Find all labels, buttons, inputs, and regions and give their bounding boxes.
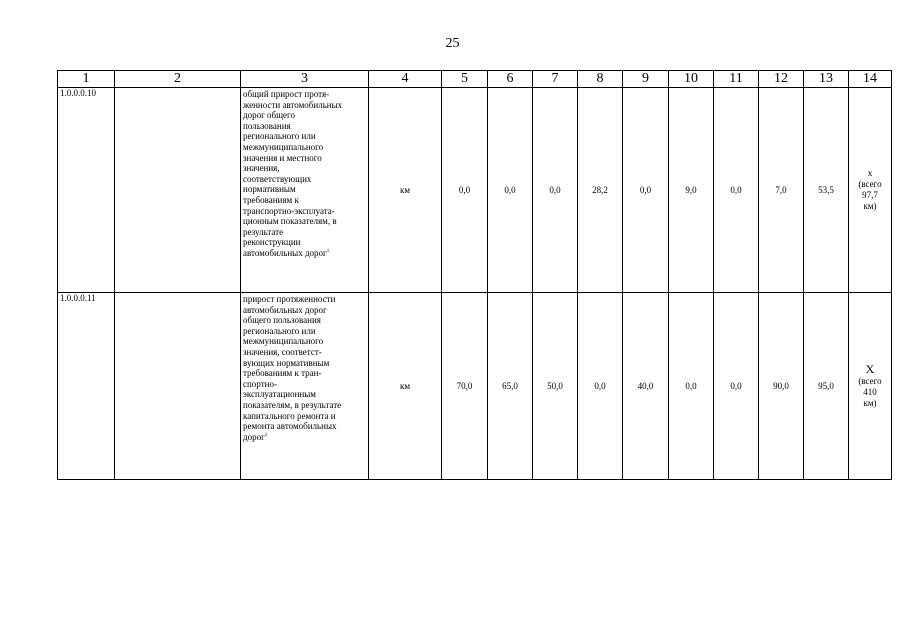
table-row <box>58 293 892 480</box>
description-line-text: дорог <box>243 431 265 442</box>
value-cell: 0,0 <box>714 88 759 293</box>
description-line: прирост протяженности <box>243 294 336 304</box>
unit-cell: км <box>369 88 442 293</box>
header-cell: 9 <box>623 71 669 88</box>
indicator-code: 1.0.0.0.10 <box>58 88 115 293</box>
value-cell: 0,0 <box>442 88 488 293</box>
header-cell: 13 <box>804 71 849 88</box>
empty-cell <box>115 88 241 293</box>
value-cell: 7,0 <box>759 88 804 293</box>
indicator-description <box>241 88 369 293</box>
description-line: требованиям к <box>243 194 299 205</box>
description-line <box>243 248 366 259</box>
header-cell: 8 <box>578 71 623 88</box>
description-line: регионального или <box>243 325 316 336</box>
value-cell: 0,0 <box>714 293 759 480</box>
note-line: 410 <box>863 387 877 397</box>
value-cell: 0,0 <box>578 293 623 480</box>
note-cell <box>849 293 892 480</box>
value-cell: 0,0 <box>533 88 578 293</box>
description-line: межмуниципального <box>243 141 324 152</box>
description-line: транспортно-эксплуата- <box>243 205 335 216</box>
header-cell: 5 <box>442 71 488 88</box>
value-cell: 40,0 <box>623 293 669 480</box>
header-row <box>58 71 892 88</box>
note-mark: х <box>867 168 873 178</box>
value-cell: 95,0 <box>804 293 849 480</box>
description-line: вующих нормативным <box>243 357 330 368</box>
description-line: требованиям к тран- <box>243 368 322 379</box>
value-cell: 0,0 <box>488 88 533 293</box>
value-cell: 65,0 <box>488 293 533 480</box>
description-line-text: автомобильных дорог <box>243 247 327 258</box>
description-line: регионального или <box>243 131 316 142</box>
description-line: женности автомобильных <box>243 99 343 110</box>
description-line: эксплуатационным <box>243 389 317 400</box>
description-line: межмуниципального <box>243 336 324 347</box>
indicator-table <box>57 70 892 480</box>
description-line: значения, соответст- <box>243 346 322 357</box>
note-mark: Х <box>865 362 875 376</box>
header-cell: 1 <box>58 71 115 88</box>
description-line: ционным показателям, в <box>243 216 337 227</box>
value-cell: 53,5 <box>804 88 849 293</box>
header-cell: 11 <box>714 71 759 88</box>
description-line: соответствующих <box>243 173 312 184</box>
description-line: реконструкции <box>243 237 301 248</box>
description-line: дорог общего <box>243 110 295 121</box>
description-line: автомобильных дорог <box>243 304 327 315</box>
header-cell: 12 <box>759 71 804 88</box>
description-line <box>243 432 366 443</box>
value-cell: 0,0 <box>623 88 669 293</box>
header-cell: 4 <box>369 71 442 88</box>
note-line: км) <box>863 201 877 211</box>
header-cell: 3 <box>241 71 369 88</box>
description-line: спортно- <box>243 378 277 389</box>
description-line: показателям, в результате <box>243 399 342 410</box>
header-cell: 10 <box>669 71 714 88</box>
value-cell: 90,0 <box>759 293 804 480</box>
footnote-ref: 1 <box>326 248 330 254</box>
header-cell: 6 <box>488 71 533 88</box>
description-line: общего пользования <box>243 315 321 326</box>
value-cell: 50,0 <box>533 293 578 480</box>
description-line: результате <box>243 226 284 237</box>
note-line: (всего <box>858 376 882 386</box>
value-cell: 70,0 <box>442 293 488 480</box>
indicator-description <box>241 293 369 480</box>
indicator-code: 1.0.0.0.11 <box>58 293 115 480</box>
description-line: нормативным <box>243 184 296 195</box>
value-cell: 28,2 <box>578 88 623 293</box>
footnote-ref: 1 <box>264 432 268 438</box>
unit-cell: км <box>369 293 442 480</box>
description-line: пользования <box>243 120 291 131</box>
value-cell: 9,0 <box>669 88 714 293</box>
header-cell: 2 <box>115 71 241 88</box>
header-cell: 7 <box>533 71 578 88</box>
note-line: 97,7 <box>862 190 878 200</box>
description-line: общий прирост протя- <box>243 89 330 99</box>
note-line: км) <box>863 398 877 408</box>
note-cell <box>849 88 892 293</box>
note-line: (всего <box>858 179 882 189</box>
empty-cell <box>115 293 241 480</box>
description-line: значения, <box>243 163 280 174</box>
page-number: 25 <box>445 36 460 51</box>
description-line: ремонта автомобильных <box>243 421 337 432</box>
description-line: значения и местного <box>243 152 322 163</box>
table-row <box>58 88 892 293</box>
value-cell: 0,0 <box>669 293 714 480</box>
header-cell: 14 <box>849 71 892 88</box>
description-line: капитального ремонта и <box>243 410 336 421</box>
